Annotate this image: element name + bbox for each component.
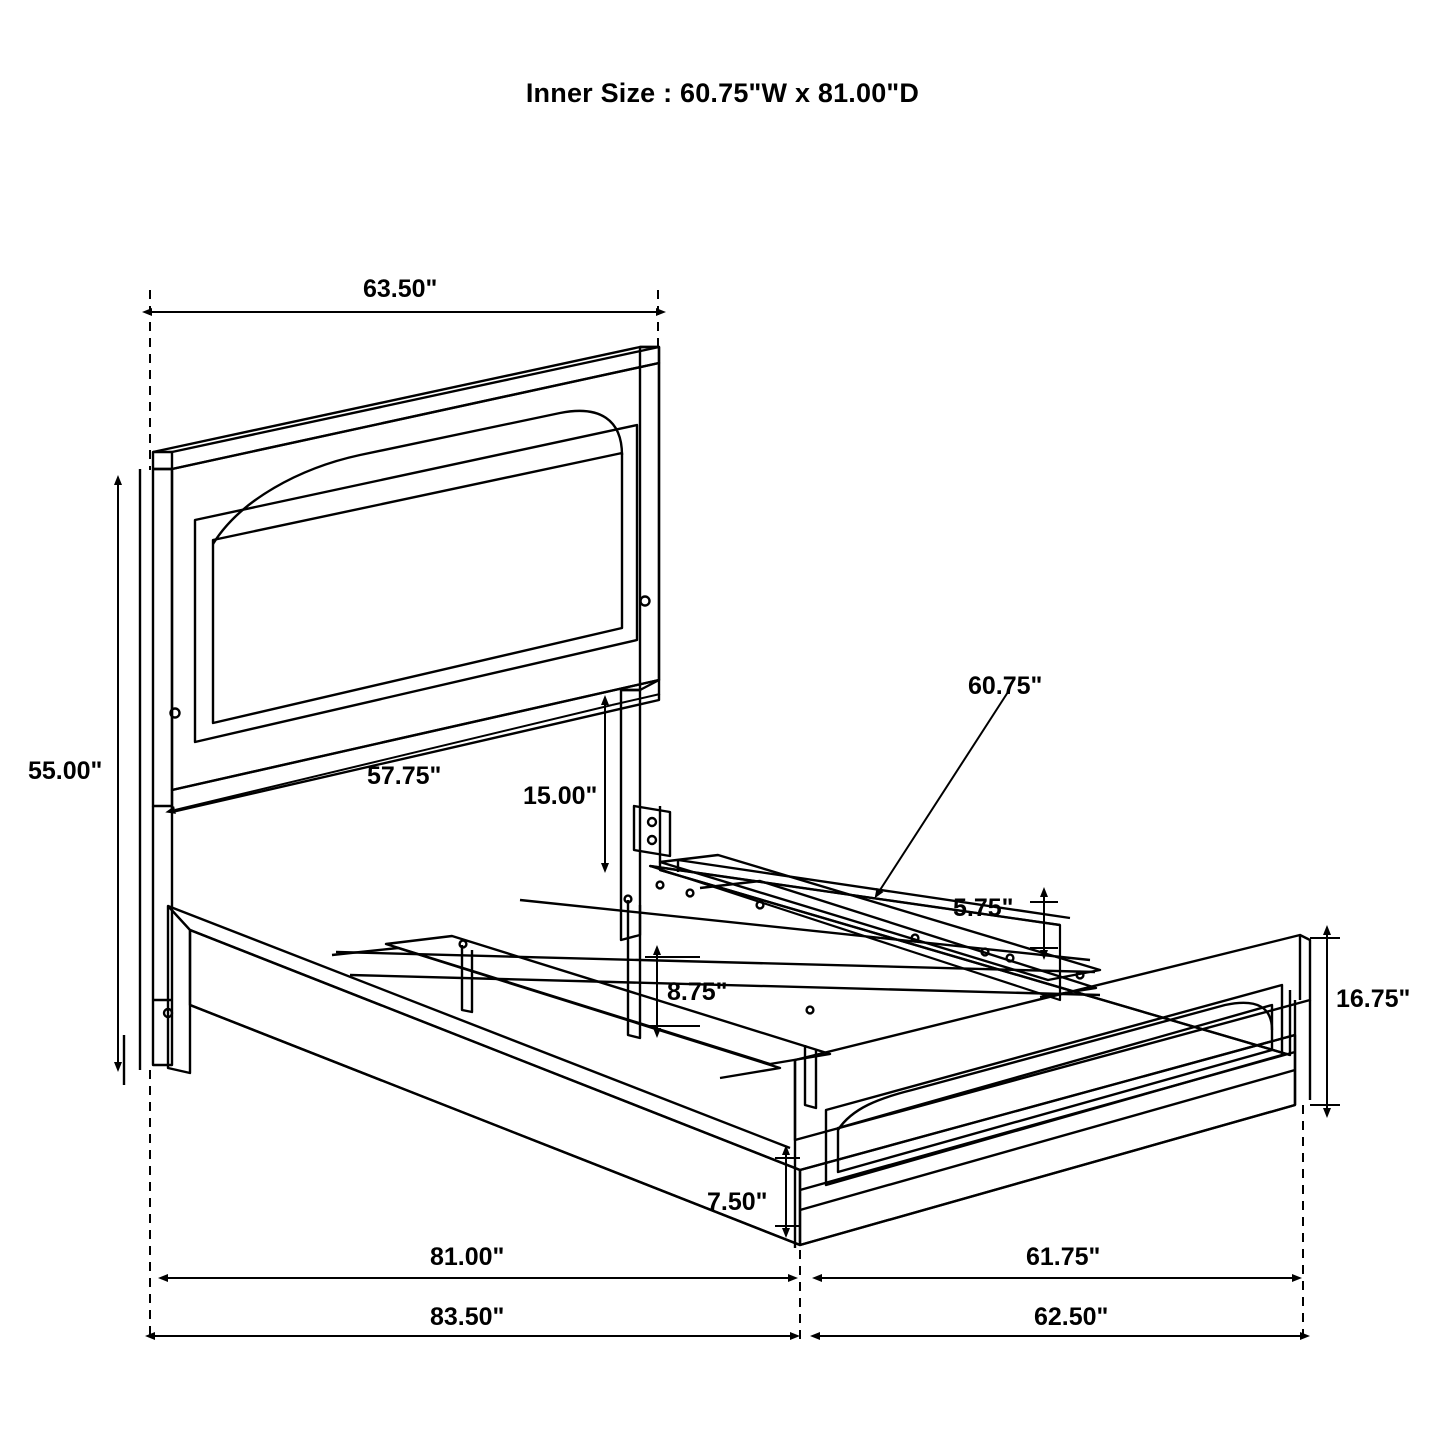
dim-overall-height: 55.00"	[28, 757, 103, 785]
dim-footboard-width: 62.50"	[1034, 1303, 1109, 1331]
dim-footboard-height: 16.75"	[1336, 985, 1411, 1013]
dim-deck-to-headboard-top: 15.00"	[523, 782, 598, 810]
dim-headboard-width: 63.50"	[363, 275, 438, 303]
bed-line-art	[124, 347, 1310, 1248]
dimension-lines	[118, 290, 1340, 1340]
dim-footboard-inner-width: 61.75"	[1026, 1243, 1101, 1271]
dim-headboard-inner-width: 57.75"	[367, 762, 442, 790]
page-title: Inner Size : 60.75"W x 81.00"D	[525, 78, 920, 108]
dim-footboard-clearance: 7.50"	[707, 1188, 768, 1216]
dim-slat-span: 60.75"	[968, 672, 1043, 700]
dim-side-rail-thickness: 5.75"	[953, 894, 1014, 922]
dim-slat-height: 8.75"	[667, 978, 728, 1006]
dim-inner-depth: 81.00"	[430, 1243, 505, 1271]
dim-overall-depth: 83.50"	[430, 1303, 505, 1331]
